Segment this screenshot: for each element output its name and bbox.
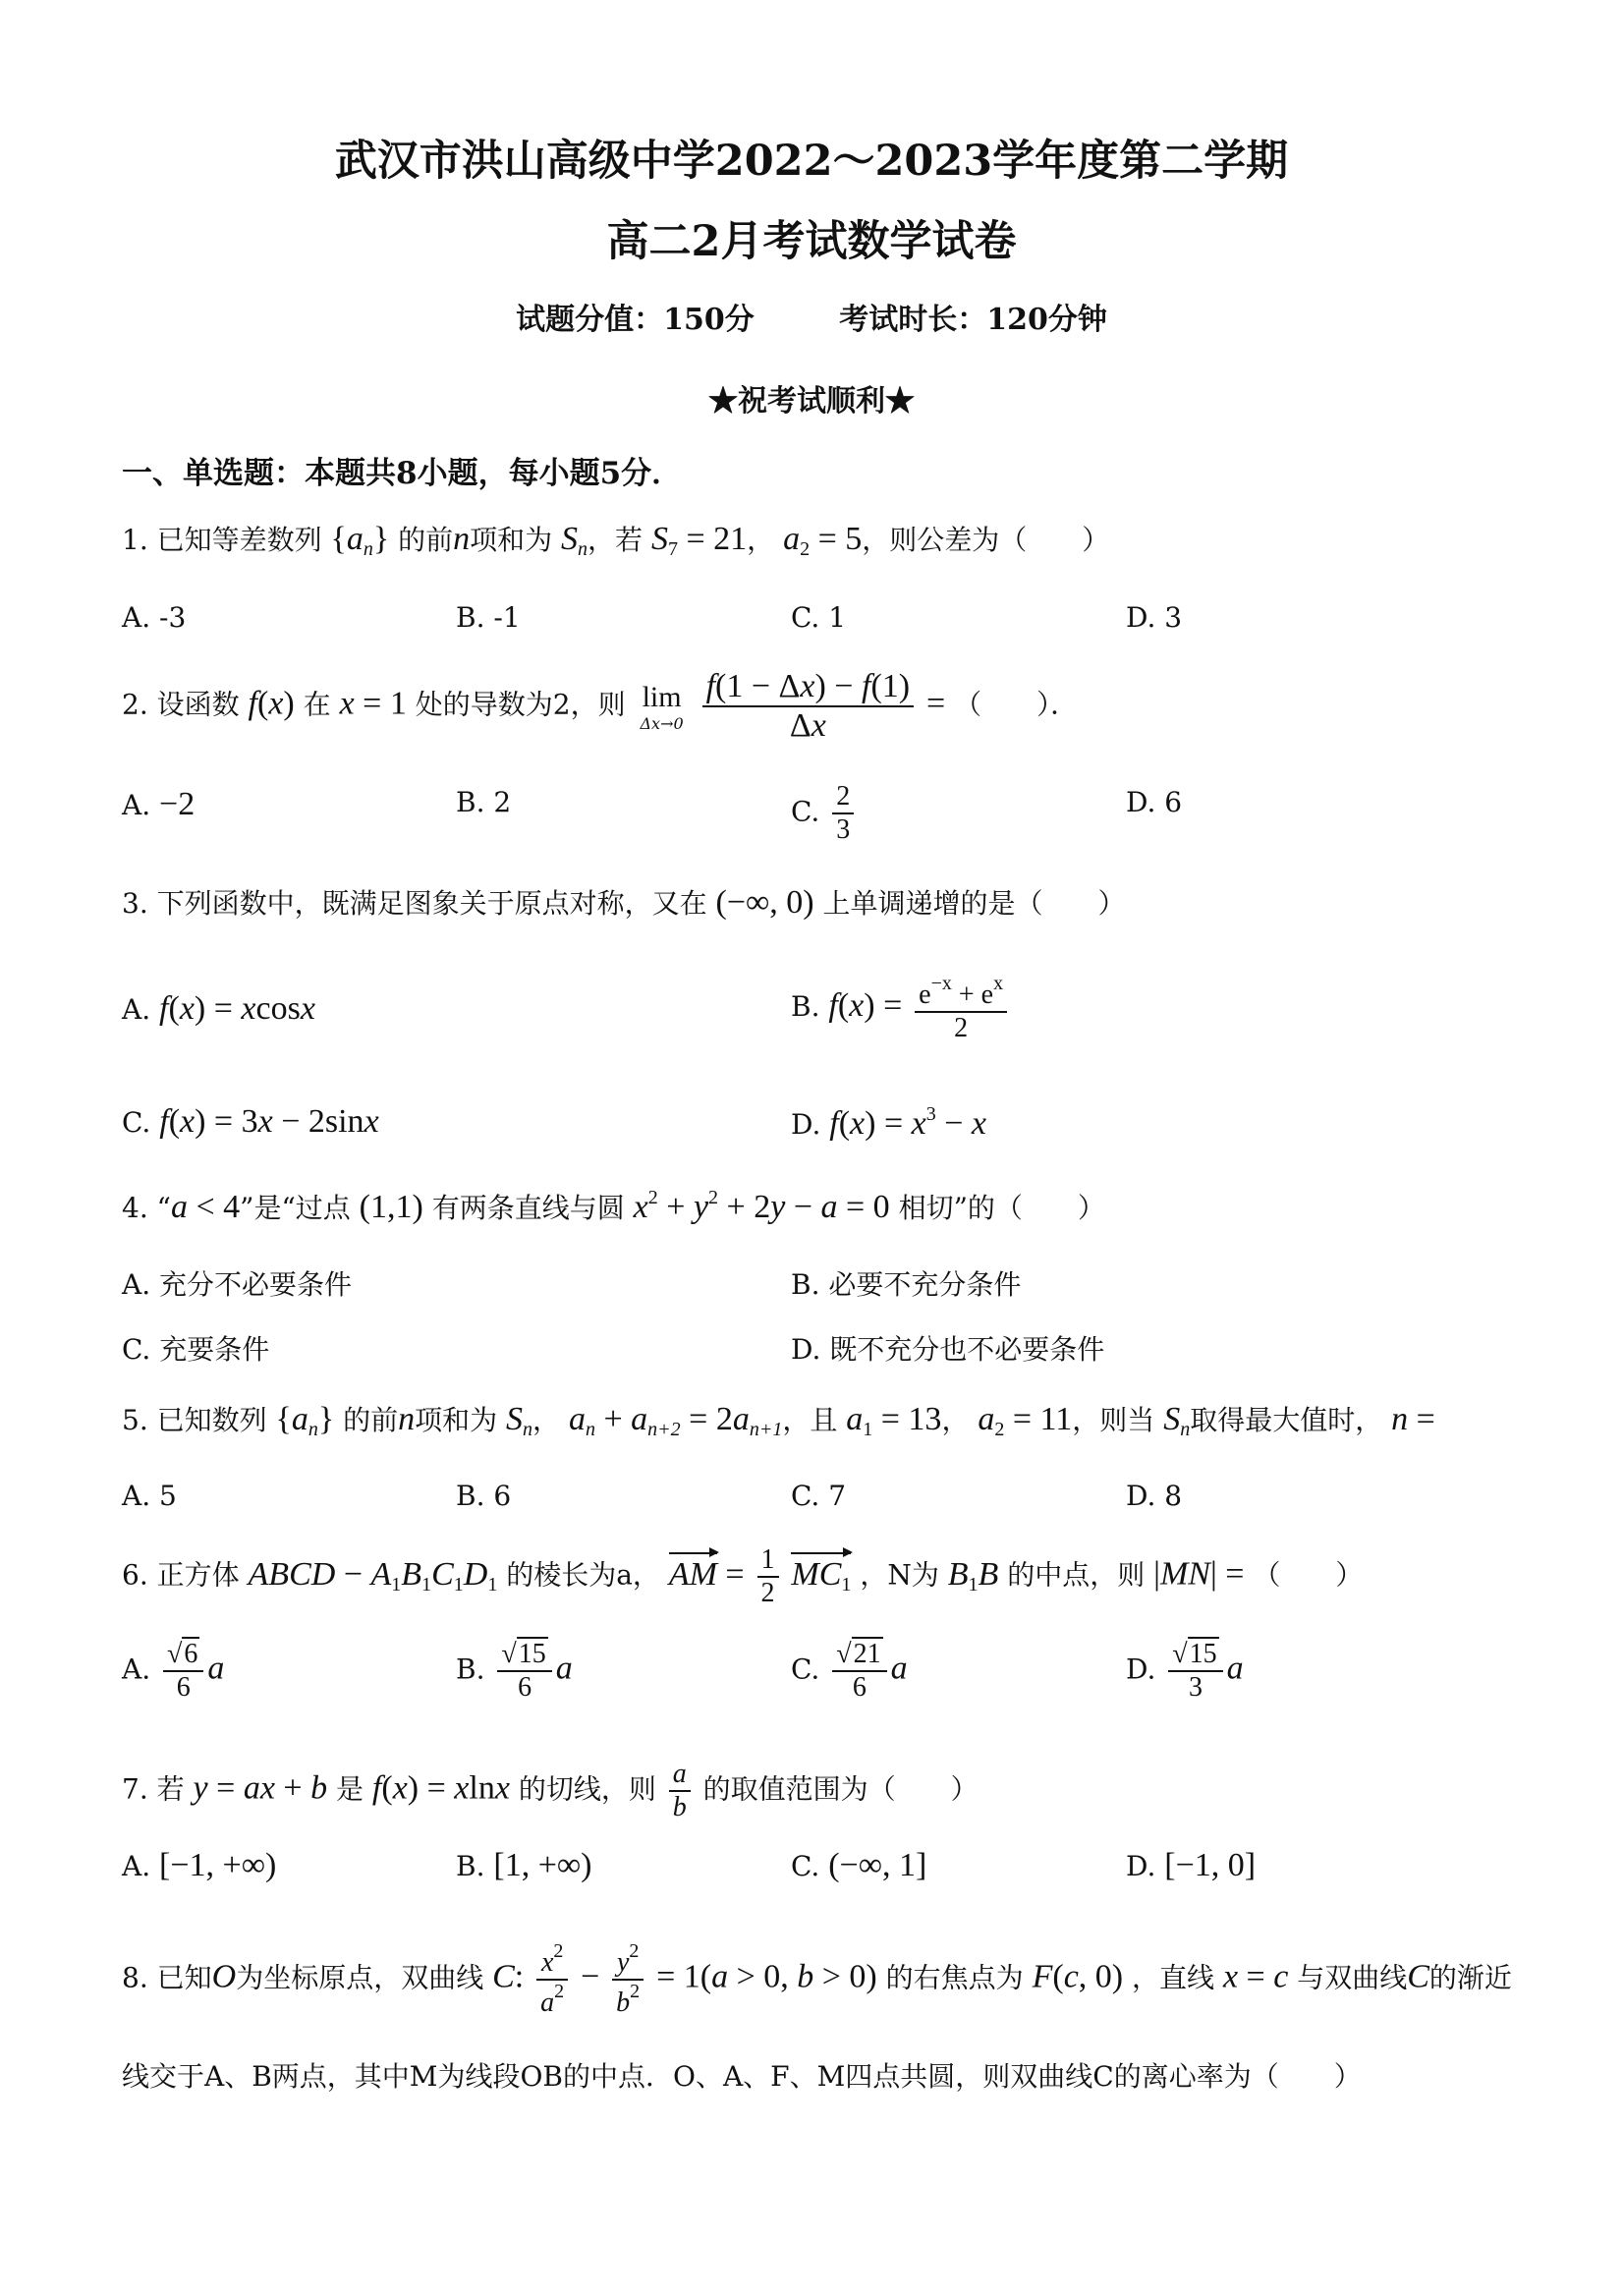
score-info: 试题分值：150分 [516,303,755,337]
section-heading: 一、单选题：本题共8小题，每小题5分． [122,456,683,491]
q3-option-c: C. f(x) = 3x − 2sinx [122,1103,379,1140]
question-1: 1. 已知等差数列 $\{a_n\}$ 的前n项和为 $S_n$，若 $S_7 = 21$， $a_2 = 5$，则公差为（ ） [122,521,1110,560]
question-2: 2. 设函数 f(x) 在 x = 1 处的导数为2，则 lim Δx→0 $\frac{f(1 - \Delta x) - f(1)}{\Delta x}$ = （ ）． [122,668,1079,744]
q5-option-b: B. 6 [456,1480,512,1512]
q4-option-a: A. 充分不必要条件 [122,1268,353,1301]
q2-option-c: C. $\frac{2}{3}$ [791,781,858,846]
q6-option-b: B. $\frac{√15}{6}$ a [456,1639,573,1703]
q5-option-c: C. 7 [791,1480,847,1512]
q3-option-d: D. $f(x) = x^3 - x$ [791,1103,987,1142]
blessing: ★祝考试顺利★ [708,384,915,419]
question-8-line2: 线交于A、B两点，其中M为线段OB的中点．O、A、F、M四点共圆，则双曲线C的离心率为（ ） [122,2060,1362,2093]
question-8: 8. 已知O为坐标原点，双曲线 C: $\frac{x^2}{a^2}$ − $\frac{y^2}{b^2}$ = 1(a > 0, b > 0) 的右焦点为 F(c, 0) ，直线 x = c 与双曲线C的渐近 [122,1940,1512,2018]
q1-option-d: D. 3 [1126,601,1183,634]
exam-title-line2: 高二2月考试数学试卷 [606,217,1017,266]
q6-option-d: D. $\frac{√15}{3}$ a [1126,1639,1244,1703]
question-4: 4. “a < 4”是“过点 (1,1) 有两条直线与圆 $x^2 + y^2 + 2y - a = 0$ 相切”的（ ） [122,1187,1105,1225]
time-info: 考试时长：120分钟 [839,303,1107,337]
q1-option-b: B. -1 [456,601,521,634]
question-5: 5. 已知数列 $\{a_n\}$ 的前n项和为 $S_n$， $a_n + a_{n+2} = 2a_{n+1}$，且 $a_1 = 13$， $a_2 = 11$，则当 $S_n$取得最大值时， n = [122,1401,1435,1440]
q3-option-b: B. f(x) = $\frac{e^{-x} + e^x}{2}$ [791,973,1011,1044]
q2-option-d: D. 6 [1126,786,1183,818]
q7-option-c: C. (−∞, 1] [791,1847,927,1883]
question-3: 3. 下列函数中，既满足图象关于原点对称，又在 (−∞, 0) 上单调递增的是（ ） [122,884,1126,921]
exam-title-line1: 武汉市洪山高级中学2022～2023学年度第二学期 [334,137,1289,186]
q7-option-d: D. [−1, 0] [1126,1847,1257,1883]
q4-option-b: B. 必要不充分条件 [791,1268,1022,1301]
q5-option-d: D. 8 [1126,1480,1183,1512]
q1-option-a: A. -3 [122,601,187,634]
exam-meta [0,295,1623,338]
q3-option-a: A. f(x) = xcosx [122,990,315,1027]
question-7: 7. 若 y = ax + b 是 f(x) = xlnx 的切线，则 $\frac{a}{b}$ 的取值范围为（ ） [122,1759,979,1822]
q1-option-c: C. 1 [791,601,847,634]
q2-option-a: A. −2 [122,786,196,822]
q4-option-c: C. 充要条件 [122,1333,270,1366]
q4-option-d: D. 既不充分也不必要条件 [791,1333,1105,1366]
q6-option-a: A. $\frac{√6}{6}$ a [122,1639,225,1703]
question-6: 6. 正方体 ABCD − $A_1B_1C_1D_1$ 的棱长为a， AM = $\frac{1}{2}$ $MC_1$ ，N为 $B_1B$ 的中点，则 |MN| = （ ） [122,1544,1364,1608]
q2-option-b: B. 2 [456,786,512,818]
q5-option-a: A. 5 [122,1480,177,1512]
q7-option-a: A. [−1, +∞) [122,1847,277,1883]
q7-option-b: B. [1, +∞) [456,1847,592,1883]
q6-option-c: C. $\frac{√21}{6}$ a [791,1639,908,1703]
